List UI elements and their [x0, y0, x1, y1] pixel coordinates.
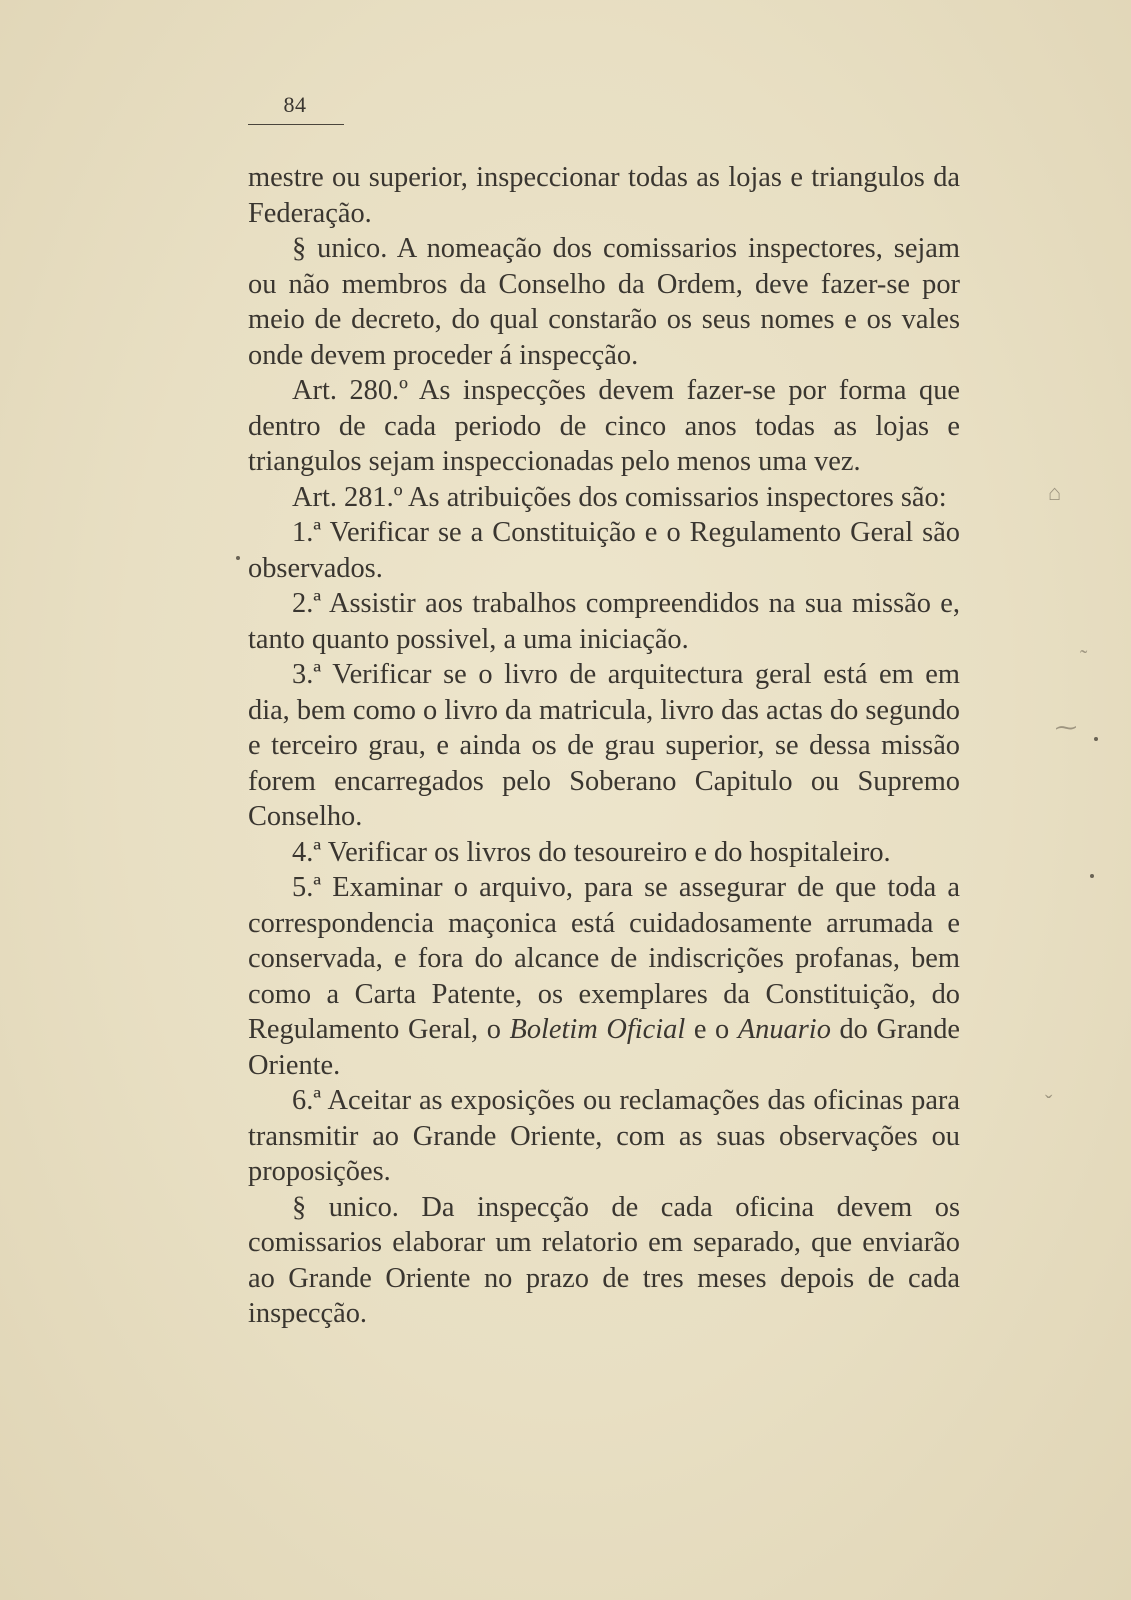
paragraph-item-6: 6.ª Aceitar as exposições ou reclamações das oficinas para transmitir ao Grande Oriente, com as suas observações ou proposições. — [248, 1085, 960, 1187]
page-number: 84 — [283, 92, 307, 117]
paragraph-item-5 — [248, 870, 960, 1083]
paragraph-continuation: mestre ou superior, inspeccionar todas as lojas e triangulos da Federação. — [248, 162, 960, 229]
paragraph-unico-1: § unico. A nomeação dos comissarios inspectores, sejam ou não membros da Conselho da Ordem, deve fazer-se por meio de decreto, do qual constarão os seus nomes e os vales onde devem proceder á inspecção. — [248, 233, 960, 371]
paragraph-item-4: 4.ª Verificar os livros do tesoureiro e do hospitaleiro. — [292, 836, 891, 868]
paragraph-item-3: 3.ª Verificar se o livro de arquitectura geral está em em dia, bem como o livro da matricula, livro das actas do segundo e terceiro grau, e ainda os de grau superior, se dessa missão forem encarregados pelo Soberano Capitulo ou Supremo Conselho. — [248, 659, 960, 832]
margin-dot — [236, 556, 240, 560]
item-5-text-start: 5.ª Examinar o arquivo, para se assegurar de que toda a correspondencia maçonica está cuidadosamente arrumada e conservada, e fora do alcance de indiscrições profanas, bem como a Carta Patente, os exemplares da Constituição, do Regulamento Geral, o — [248, 872, 960, 1045]
paragraph-item-1: 1.ª Verificar se a Constituição e o Regulamento Geral são observados. — [248, 517, 960, 584]
paragraph-unico-2: § unico. Da inspecção de cada oficina devem os comissarios elaborar um relatorio em separado, que enviarão ao Grande Oriente no prazo de tres meses depois de cada inspecção. — [248, 1191, 960, 1329]
title-boletim-oficial: Boletim Oficial — [509, 1014, 686, 1045]
margin-dot — [1090, 874, 1094, 878]
page-number-rule — [248, 124, 344, 125]
item-5-text-end: do Grande Oriente. — [248, 1014, 961, 1081]
page-body — [248, 160, 960, 1332]
margin-speck: ⌂ — [1048, 480, 1062, 505]
margin-speck: ˜ — [1080, 645, 1088, 670]
paragraph-item-2: 2.ª Assistir aos trabalhos compreendidos na sua missão e, tanto quanto possivel, a uma iniciação. — [248, 588, 960, 655]
item-5-text-mid: e o — [685, 1014, 738, 1045]
margin-speck: ⁓ — [1055, 715, 1077, 740]
margin-speck: ˇ — [1045, 1090, 1053, 1115]
title-anuario: Anuario — [737, 1014, 831, 1045]
margin-dot — [1094, 737, 1098, 741]
paragraph-art-281: Art. 281.º As atribuições dos comissarios inspectores são: — [292, 481, 947, 513]
paragraph-art-280: Art. 280.º As inspecções devem fazer-se por forma que dentro de cada periodo de cinco anos todas as lojas e triangulos sejam inspeccionadas pelo menos uma vez. — [248, 375, 960, 477]
